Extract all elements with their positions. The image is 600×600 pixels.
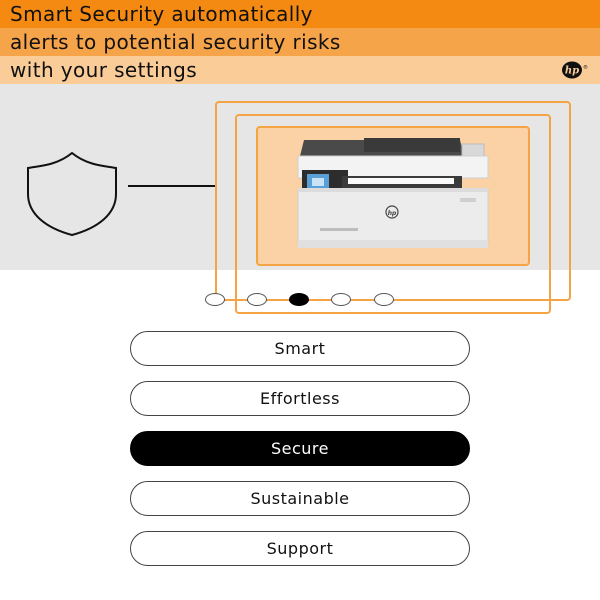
headline-line-3: with your settings: [0, 56, 600, 84]
carousel-dot-3[interactable]: [289, 293, 309, 306]
svg-text:®: ®: [583, 65, 588, 71]
headline-line-1: Smart Security automatically: [0, 0, 600, 28]
option-effortless-button[interactable]: Effortless: [130, 381, 470, 416]
illustration-banner: [0, 84, 600, 270]
shield-icon: [24, 148, 120, 238]
connector-line: [128, 185, 216, 187]
hp-logo-icon: [560, 60, 586, 80]
option-support-button[interactable]: Support: [130, 531, 470, 566]
hp-logo-text: hp: [564, 65, 580, 77]
headline-line-2: alerts to potential security risks: [0, 28, 600, 56]
svg-text:hp: hp: [387, 210, 397, 217]
carousel-dot-4[interactable]: [331, 293, 351, 306]
carousel-indicators: [0, 293, 600, 307]
carousel-dot-1[interactable]: [205, 293, 225, 306]
option-sustainable-button[interactable]: Sustainable: [130, 481, 470, 516]
option-secure-button[interactable]: Secure: [130, 431, 470, 466]
carousel-dot-2[interactable]: [247, 293, 267, 306]
carousel-dot-5[interactable]: [374, 293, 394, 306]
option-smart-button[interactable]: Smart: [130, 331, 470, 366]
printer-icon: [292, 136, 492, 252]
